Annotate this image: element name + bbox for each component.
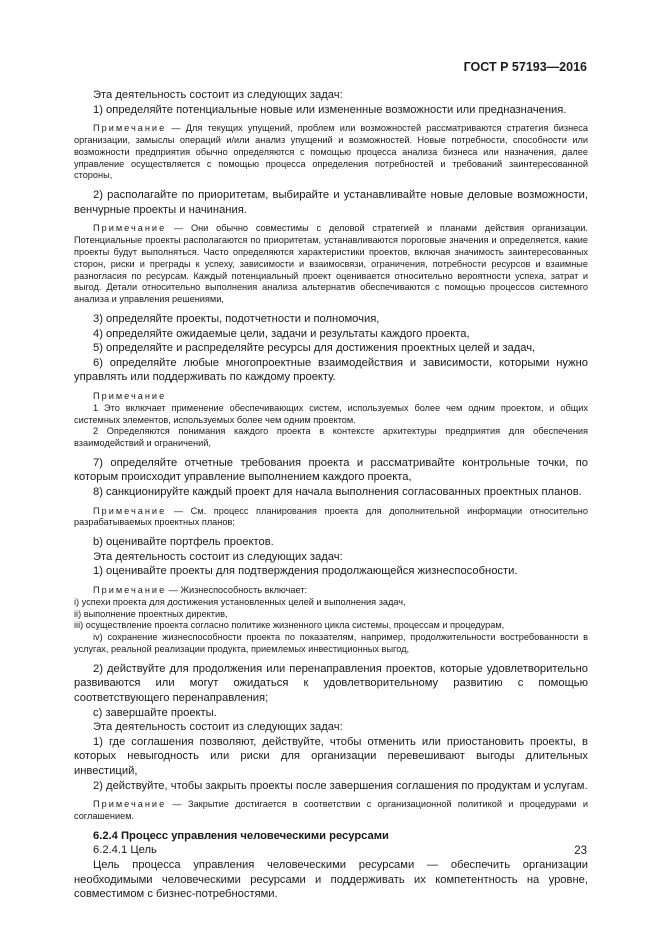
page-content	[74, 88, 588, 902]
note-label: Примечание	[93, 585, 167, 596]
paragraph: 4) определяйте ожидаемые цели, задачи и результаты каждого проекта,	[93, 327, 470, 340]
subsection-heading: 6.2.4.1 Цель	[93, 844, 157, 857]
note-list-item: ii) выполнение проектных директив,	[74, 608, 228, 619]
note-list-item: iv) сохранение жизнеспособности проекта по показателям, например, продолжительности востребованности в услугах, реальной реализации продукта, приемлемых инвестиционных выгод,	[74, 632, 588, 655]
note-label: Примечание	[93, 223, 167, 234]
note	[74, 585, 588, 597]
paragraph: 2) действуйте для продолжения или перенаправления проектов, которые удовлетворительно развиваются или могут ожидаться к удовлетворительному развитию с помощью соответствующего перенаправления;	[74, 662, 588, 705]
note-text: — Они обычно совместимы с деловой стратегией и планами действия организации. Потенциальные проекты располагаются по приоритетам, устанавливаются пороговые значения и определяется, какие проекты будут выполняться. Часто определяются характеристики проектов, включая значимость заинтересованных сторон, риски и преграды к успеху, зависимости и взаимосвязи, ограничения, потребности ресурсов и взаимные разногласия по ресурсам. Каждый потенциальный проект оценивается относительно вероятности успеха, затрат и выгод. Детали относительно выполнения анализа альтернатив обеспечиваются с помощью процессов системного анализа и управления решениями,	[74, 223, 588, 305]
paragraph: 6) определяйте любые многопроектные взаимодействия и зависимости, которыми нужно управлять или поддерживать по каждому проекту.	[74, 356, 588, 384]
section-heading: 6.2.4 Процесс управления человеческими ресурсами	[93, 829, 389, 842]
note-text: — Жизнеспособность включает:	[166, 585, 308, 596]
paragraph: 1) где соглашения позволяют, действуйте, чтобы отменить или приостановить проекты, в которых невыгодность или риски для организации перевешивают выгоды длительных инвестиций,	[74, 735, 588, 777]
note-text: — Закрытие достигается в соответствии с организационной политикой и процедурами и соглашением.	[74, 799, 588, 821]
paragraph: 7) определяйте отчетные требования проекта и рассматривайте контрольные точки, по которым происходит управление выполнением каждого проекта,	[74, 456, 588, 484]
note	[74, 799, 588, 823]
note	[74, 123, 588, 182]
paragraph: Цель процесса управления человеческими ресурсами — обеспечить организации необходимыми человеческими ресурсами и поддерживать их компетентность на уровне, совместимом с бизнес-потребностями.	[74, 858, 588, 901]
note-list-item: i) успехи проекта для достижения установленных целей и выполнения задач,	[74, 596, 406, 607]
note-label: Примечание	[93, 123, 167, 134]
note-text: — См. процесс планирования проекта для дополнительной информации относительно разрабатываемых проектных планов;	[74, 505, 588, 528]
note-line: 2 Определяются понимания каждого проекта в контексте архитектуры предприятия для обеспечения взаимодействий и ограничений,	[74, 426, 588, 449]
paragraph: c) завершайте проекты.	[93, 706, 217, 719]
page-number: 23	[574, 845, 587, 857]
paragraph: 1) определяйте потенциальные новые или измененные возможности или предназначения.	[93, 103, 567, 116]
paragraph: 8) санкционируйте каждый проект для начала выполнения согласованных проектных планов.	[93, 486, 582, 499]
paragraph: 2) действуйте, чтобы закрыть проекты после завершения соглашения по продуктам и услугам.	[93, 779, 588, 792]
paragraph: b) оценивайте портфель проектов.	[93, 536, 274, 549]
note-label: Примечание	[93, 799, 167, 810]
note	[74, 223, 588, 306]
paragraph: 3) определяйте проекты, подотчетности и полномочия,	[93, 312, 380, 325]
paragraph: Эта деятельность состоит из следующих задач:	[93, 721, 343, 734]
note	[74, 506, 588, 530]
paragraph: 1) оценивайте проекты для подтверждения продолжающейся жизнеспособности.	[93, 565, 518, 578]
paragraph: Эта деятельность состоит из следующих задач:	[93, 550, 343, 563]
note-label: Примечание	[93, 505, 167, 516]
document-header: ГОСТ Р 57193—2016	[463, 60, 587, 74]
note-heading: Примечание	[93, 390, 167, 401]
note-line: 1 Это включает применение обеспечивающих систем, используемых более чем одним проектом, и общих системных элементов, используемых более чем одним проектом.	[74, 402, 588, 425]
note-list-item: iii) осуществление проекта согласно политике жизненного цикла системы, процессам и процедурам,	[74, 620, 505, 631]
paragraph: Эта деятельность состоит из следующих задач:	[93, 89, 343, 101]
paragraph: 5) определяйте и распределяйте ресурсы для достижения проектных целей и задач,	[93, 342, 536, 355]
note-text: — Для текущих упущений, проблем или возможностей рассматриваются стратегия бизнеса организации, замыслы операций и/или анализ упущений и возможностей. Новые потребности, способности или возможности предприятия обычно определяются с помощью процесса анализа бизнеса или назначения, далее управление осуществляется с помощью процесса определения потребностей и требований заинтересованной стороны,	[74, 123, 588, 181]
paragraph: 2) располагайте по приоритетам, выбирайте и устанавливайте новые деловые возможности, венчурные проекты и начинания.	[74, 189, 588, 216]
